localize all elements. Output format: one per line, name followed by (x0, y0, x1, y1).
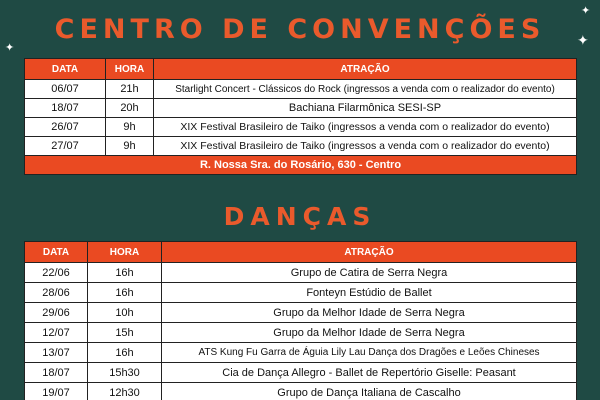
row-time: 15h (88, 323, 162, 343)
table-row (25, 323, 577, 343)
header-time: HORA (106, 59, 154, 80)
table-row (25, 118, 577, 137)
sparkle-icon: ✦ (577, 32, 589, 48)
table-row (25, 263, 577, 283)
row-date: 06/07 (25, 80, 106, 99)
row-time: 16h (88, 343, 162, 363)
table-header-row (25, 59, 577, 80)
table-row (25, 137, 577, 156)
row-time: 16h (88, 283, 162, 303)
row-time: 15h30 (88, 363, 162, 383)
row-attraction: XIX Festival Brasileiro de Taiko (ingressos a venda com o realizador do evento) (154, 137, 577, 156)
row-attraction: Grupo de Dança Italiana de Cascalho (162, 383, 577, 400)
address-row (25, 156, 577, 175)
schedule-table-centro (24, 58, 577, 175)
sparkle-icon: ✦ (581, 5, 591, 17)
table-row (25, 363, 577, 383)
schedule-table-dancas (24, 241, 577, 400)
table-row (25, 343, 577, 363)
header-attraction: ATRAÇÃO (154, 59, 577, 80)
row-time: 10h (88, 303, 162, 323)
row-date: 29/06 (25, 303, 88, 323)
row-time: 9h (106, 118, 154, 137)
header-date: DATA (25, 242, 88, 263)
row-date: 19/07 (25, 383, 88, 400)
row-attraction: Cia de Dança Allegro - Ballet de Repertório Giselle: Peasant (162, 363, 577, 383)
row-attraction: ATS Kung Fu Garra de Águia Lily Lau Dança dos Dragões e Leões Chineses (162, 343, 577, 363)
header-date: DATA (25, 59, 106, 80)
row-attraction: Bachiana Filarmônica SESI-SP (154, 99, 577, 118)
table-row (25, 99, 577, 118)
row-attraction: Starlight Concert - Clássicos do Rock (ingressos a venda com o realizador do evento) (154, 80, 577, 99)
row-date: 22/06 (25, 263, 88, 283)
row-attraction: Grupo da Melhor Idade de Serra Negra (162, 303, 577, 323)
section-title-centro: CENTRO DE CONVENÇÕES (54, 14, 546, 45)
table-header-row (25, 242, 577, 263)
row-time: 21h (106, 80, 154, 99)
row-date: 18/07 (25, 363, 88, 383)
row-time: 9h (106, 137, 154, 156)
row-date: 13/07 (25, 343, 88, 363)
header-time: HORA (88, 242, 162, 263)
table-row (25, 283, 577, 303)
row-attraction: Grupo de Catira de Serra Negra (162, 263, 577, 283)
table-row (25, 383, 577, 400)
sparkle-icon: ✦ (5, 42, 15, 54)
row-time: 12h30 (88, 383, 162, 400)
table-row (25, 303, 577, 323)
row-attraction: Grupo da Melhor Idade de Serra Negra (162, 323, 577, 343)
row-attraction: Fonteyn Estúdio de Ballet (162, 283, 577, 303)
table-row (25, 80, 577, 99)
row-date: 26/07 (25, 118, 106, 137)
row-date: 12/07 (25, 323, 88, 343)
row-time: 20h (106, 99, 154, 118)
row-time: 16h (88, 263, 162, 283)
row-attraction: XIX Festival Brasileiro de Taiko (ingressos a venda com o realizador do evento) (154, 118, 577, 137)
venue-address: R. Nossa Sra. do Rosário, 630 - Centro (25, 156, 577, 175)
row-date: 27/07 (25, 137, 106, 156)
header-attraction: ATRAÇÃO (162, 242, 577, 263)
row-date: 18/07 (25, 99, 106, 118)
row-date: 28/06 (25, 283, 88, 303)
section-title-dancas: DANÇAS (223, 202, 377, 231)
